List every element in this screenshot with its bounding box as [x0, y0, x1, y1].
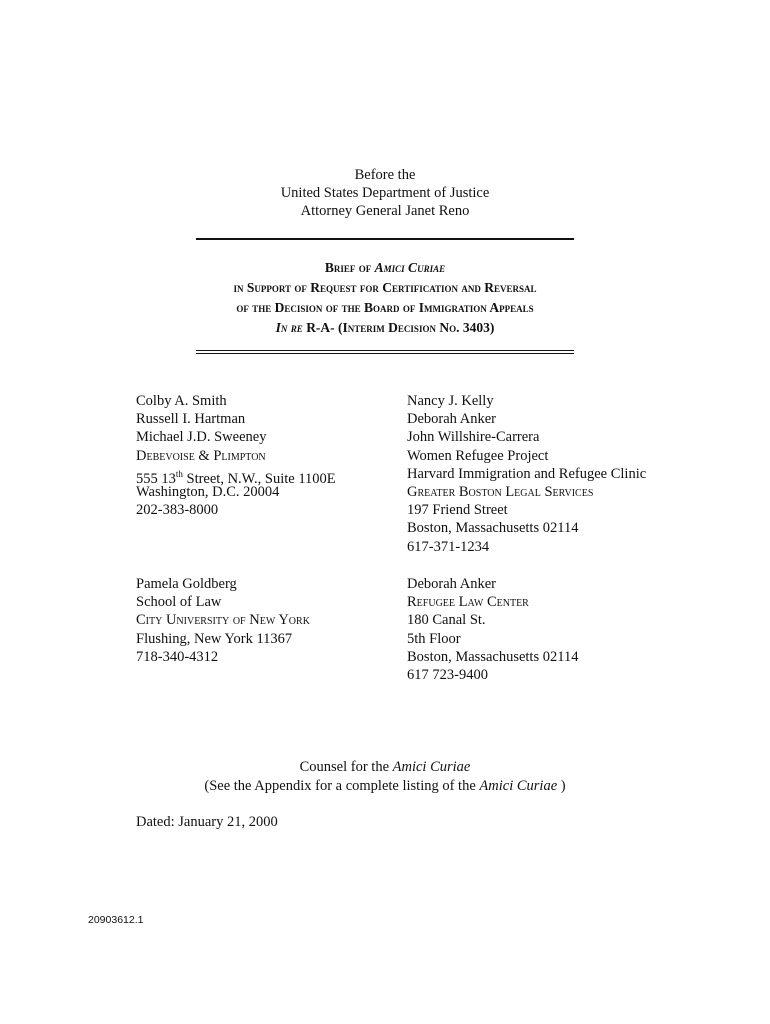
- amici-curiae-italic: Amici Curiae: [479, 777, 558, 794]
- document-id: 20903612.1: [88, 914, 144, 926]
- brief-title: [0, 258, 770, 338]
- counsel-note: [0, 758, 770, 795]
- counsel-right-top: [407, 392, 646, 556]
- firm-name: Debevoise & Plimpton: [136, 447, 266, 464]
- title-in-re: In re: [275, 320, 303, 335]
- firm-phone: 202-383-8000: [136, 502, 219, 519]
- title-line-1: [0, 258, 770, 278]
- header-attorney-general: Attorney General Janet Reno: [300, 203, 470, 219]
- phone: 718-340-4312: [136, 648, 219, 665]
- title-line-4: [0, 318, 770, 338]
- title-brief-of: Brief of: [324, 260, 375, 275]
- project-name: Women Refugee Project: [407, 447, 549, 464]
- counsel-name: Michael J.D. Sweeney: [136, 429, 267, 446]
- counsel-note-line-1: [0, 758, 770, 777]
- firm-city: Washington, D.C. 20004: [136, 483, 280, 500]
- counsel-name: Russell I. Hartman: [136, 411, 246, 428]
- counsel-left-bottom: [136, 575, 310, 666]
- bottom-double-rule: [196, 350, 574, 354]
- appendix-note: (See the Appendix for a complete listing of the: [204, 777, 480, 794]
- top-rule: [196, 238, 574, 240]
- city-address: Boston, Massachusetts 02114: [407, 648, 579, 665]
- university-name: City University of New York: [136, 612, 310, 629]
- street-number: 555 13: [136, 470, 176, 487]
- title-line-3: of the Decision of the Board of Immigration Appeals: [236, 300, 534, 315]
- counsel-note-line-2: [0, 777, 770, 796]
- center-name: Refugee Law Center: [407, 594, 529, 611]
- header-block: [0, 166, 770, 220]
- street-rest: Street, N.W., Suite 1100E: [182, 470, 336, 487]
- counsel-name: Nancy J. Kelly: [407, 393, 494, 409]
- counsel-name: Pamela Goldberg: [136, 576, 237, 592]
- city-address: Boston, Massachusetts 02114: [407, 520, 579, 537]
- title-case-name: R-A- (Interim Decision No. 3403): [302, 320, 495, 335]
- phone: 617-371-1234: [407, 538, 490, 555]
- header-department: United States Department of Justice: [280, 185, 490, 201]
- counsel-name: Deborah Anker: [407, 411, 496, 428]
- street-address: 180 Canal St.: [407, 612, 486, 629]
- closing-paren: ): [557, 777, 566, 794]
- counsel-right-bottom: [407, 575, 578, 684]
- school-name: School of Law: [136, 594, 222, 611]
- dated-line: Dated: January 21, 2000: [136, 814, 278, 830]
- title-line-2: in Support of Request for Certification and Reversal: [233, 280, 537, 295]
- clinic-name: Harvard Immigration and Refugee Clinic: [407, 465, 647, 482]
- title-amici-curiae: Amici Curiae: [374, 260, 446, 275]
- floor: 5th Floor: [407, 630, 461, 647]
- header-before: Before the: [354, 167, 416, 183]
- org-name: Greater Boston Legal Services: [407, 483, 594, 500]
- street-suffix: th: [175, 468, 183, 479]
- amici-curiae-italic: Amici Curiae: [392, 759, 471, 775]
- counsel-name: John Willshire-Carrera: [407, 429, 540, 446]
- city-address: Flushing, New York 11367: [136, 630, 293, 647]
- counsel-name: Deborah Anker: [407, 576, 496, 592]
- street-address: 197 Friend Street: [407, 502, 508, 519]
- counsel-left-top: [136, 392, 336, 519]
- firm-address: [136, 465, 336, 487]
- phone: 617 723-9400: [407, 666, 488, 683]
- counsel-for: Counsel for the: [299, 759, 393, 775]
- counsel-name: Colby A. Smith: [136, 393, 227, 409]
